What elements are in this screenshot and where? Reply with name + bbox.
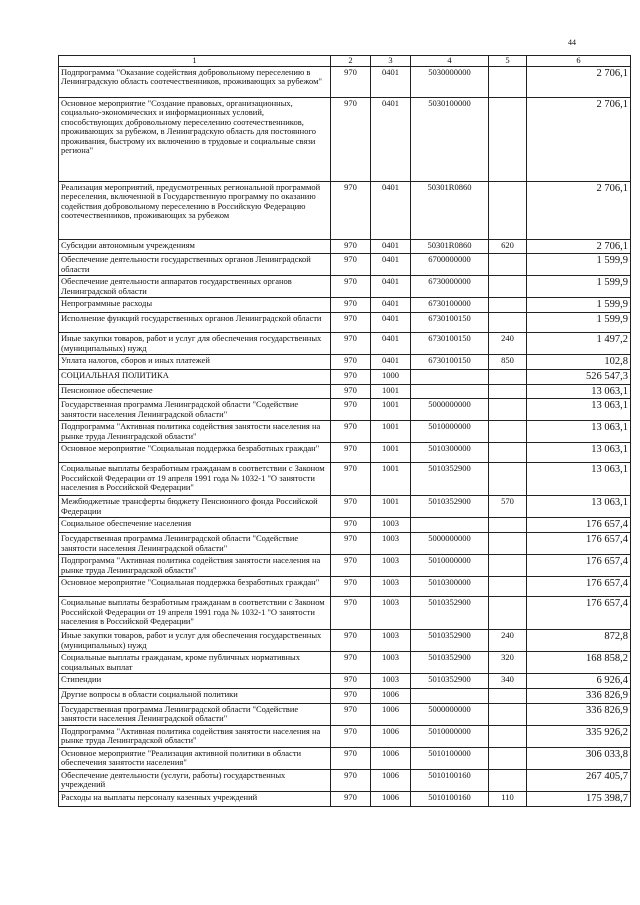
row-code-type bbox=[489, 399, 527, 421]
row-code-chapter: 970 bbox=[331, 355, 371, 370]
row-code-target: 5010100000 bbox=[411, 747, 489, 769]
row-code-chapter: 970 bbox=[331, 421, 371, 443]
row-code-type bbox=[489, 577, 527, 597]
row-amount: 1 599,9 bbox=[527, 313, 631, 333]
row-code-chapter: 970 bbox=[331, 496, 371, 518]
table-row bbox=[59, 769, 631, 791]
row-code-chapter: 970 bbox=[331, 769, 371, 791]
table-row bbox=[59, 97, 631, 181]
row-code-type bbox=[489, 463, 527, 496]
row-code-type bbox=[489, 533, 527, 555]
header-cell: 3 bbox=[371, 56, 411, 67]
table-row bbox=[59, 652, 631, 674]
row-amount: 176 657,4 bbox=[527, 518, 631, 533]
table-row bbox=[59, 577, 631, 597]
row-name: Социальные выплаты безработным гражданам в соответствии с Законом Российской Федерации от 19 апреля 1991 года № 1032-1 "О занятости населения в Российской Федерации" bbox=[59, 597, 331, 630]
row-code-type bbox=[489, 597, 527, 630]
row-code-chapter: 970 bbox=[331, 313, 371, 333]
row-code-type: 850 bbox=[489, 355, 527, 370]
row-amount: 13 063,1 bbox=[527, 496, 631, 518]
row-name: Подпрограмма "Активная политика содействия занятости населения на рынке труда Ленинградской области" bbox=[59, 421, 331, 443]
table-row bbox=[59, 298, 631, 313]
row-code-chapter: 970 bbox=[331, 276, 371, 298]
row-code-target: 5010352900 bbox=[411, 597, 489, 630]
row-code-type bbox=[489, 97, 527, 181]
row-amount: 176 657,4 bbox=[527, 555, 631, 577]
row-code-target: 5010100160 bbox=[411, 769, 489, 791]
row-code-section: 1006 bbox=[371, 703, 411, 725]
row-name: Межбюджетные трансферты бюджету Пенсионного фонда Российской Федерации bbox=[59, 496, 331, 518]
row-code-section: 1003 bbox=[371, 518, 411, 533]
row-code-section: 1001 bbox=[371, 496, 411, 518]
row-amount: 336 826,9 bbox=[527, 689, 631, 704]
row-name: Другие вопросы в области социальной политики bbox=[59, 689, 331, 704]
table-row bbox=[59, 518, 631, 533]
row-code-section: 1001 bbox=[371, 421, 411, 443]
row-code-section: 1003 bbox=[371, 630, 411, 652]
row-code-section: 1003 bbox=[371, 577, 411, 597]
row-code-chapter: 970 bbox=[331, 181, 371, 239]
table-row bbox=[59, 355, 631, 370]
row-code-type: 570 bbox=[489, 496, 527, 518]
row-code-type: 620 bbox=[489, 239, 527, 254]
row-amount: 175 398,7 bbox=[527, 791, 631, 806]
table-row bbox=[59, 533, 631, 555]
row-code-target bbox=[411, 384, 489, 399]
row-code-target bbox=[411, 369, 489, 384]
row-amount: 176 657,4 bbox=[527, 533, 631, 555]
row-code-target: 5030100000 bbox=[411, 97, 489, 181]
row-name: Пенсионное обеспечение bbox=[59, 384, 331, 399]
row-name: Расходы на выплаты персоналу казенных учреждений bbox=[59, 791, 331, 806]
table-row bbox=[59, 181, 631, 239]
row-code-type bbox=[489, 66, 527, 97]
row-code-section: 1001 bbox=[371, 384, 411, 399]
row-code-type bbox=[489, 254, 527, 276]
row-code-section: 0401 bbox=[371, 254, 411, 276]
table-row bbox=[59, 496, 631, 518]
header-cell: 4 bbox=[411, 56, 489, 67]
row-code-section: 0401 bbox=[371, 181, 411, 239]
row-code-section: 0401 bbox=[371, 276, 411, 298]
row-name: Государственная программа Ленинградской области "Содействие занятости населения Ленинградской области" bbox=[59, 533, 331, 555]
table-row bbox=[59, 254, 631, 276]
row-code-target: 50301R0860 bbox=[411, 239, 489, 254]
row-code-section: 1001 bbox=[371, 443, 411, 463]
row-amount: 2 706,1 bbox=[527, 66, 631, 97]
row-code-chapter: 970 bbox=[331, 747, 371, 769]
row-code-chapter: 970 bbox=[331, 369, 371, 384]
row-code-target: 5010352900 bbox=[411, 496, 489, 518]
row-code-type bbox=[489, 369, 527, 384]
row-code-type bbox=[489, 555, 527, 577]
row-amount: 526 547,3 bbox=[527, 369, 631, 384]
table-row bbox=[59, 239, 631, 254]
row-code-section: 1006 bbox=[371, 769, 411, 791]
row-code-target: 5010100160 bbox=[411, 791, 489, 806]
row-name: Обеспечение деятельности государственных органов Ленинградской области bbox=[59, 254, 331, 276]
row-code-section: 1006 bbox=[371, 747, 411, 769]
row-code-type bbox=[489, 276, 527, 298]
row-code-chapter: 970 bbox=[331, 333, 371, 355]
row-code-target: 5010352900 bbox=[411, 630, 489, 652]
row-amount: 267 405,7 bbox=[527, 769, 631, 791]
row-code-target: 5010352900 bbox=[411, 652, 489, 674]
row-amount: 6 926,4 bbox=[527, 674, 631, 689]
table-row bbox=[59, 313, 631, 333]
row-name: Реализация мероприятий, предусмотренных региональной программой переселения, включенной в Государственную программу по оказанию содействия добровольному переселению в Российскую Федерацию соотечественников, проживающих за рубежом bbox=[59, 181, 331, 239]
row-code-type bbox=[489, 703, 527, 725]
table-row bbox=[59, 630, 631, 652]
row-code-target: 5010000000 bbox=[411, 725, 489, 747]
row-code-section: 1003 bbox=[371, 533, 411, 555]
row-amount: 1 497,2 bbox=[527, 333, 631, 355]
row-code-section: 1000 bbox=[371, 369, 411, 384]
row-code-chapter: 970 bbox=[331, 239, 371, 254]
row-code-type bbox=[489, 443, 527, 463]
row-code-section: 0401 bbox=[371, 66, 411, 97]
row-name: Социальные выплаты гражданам, кроме публичных нормативных социальных выплат bbox=[59, 652, 331, 674]
row-code-chapter: 970 bbox=[331, 66, 371, 97]
row-code-target: 6730100000 bbox=[411, 298, 489, 313]
row-name: Социальное обеспечение населения bbox=[59, 518, 331, 533]
row-code-section: 1006 bbox=[371, 689, 411, 704]
row-name: СОЦИАЛЬНАЯ ПОЛИТИКА bbox=[59, 369, 331, 384]
row-name: Подпрограмма "Активная политика содействия занятости населения на рынке труда Ленинградской области" bbox=[59, 725, 331, 747]
row-code-section: 0401 bbox=[371, 333, 411, 355]
row-code-type: 340 bbox=[489, 674, 527, 689]
row-code-target: 6730100150 bbox=[411, 355, 489, 370]
row-code-target bbox=[411, 689, 489, 704]
table-row bbox=[59, 443, 631, 463]
row-code-target: 6730100150 bbox=[411, 333, 489, 355]
row-name: Исполнение функций государственных органов Ленинградской области bbox=[59, 313, 331, 333]
row-name: Подпрограмма "Оказание содействия добровольному переселению в Ленинградскую область соотечественников, проживающих за рубежом" bbox=[59, 66, 331, 97]
row-code-target: 5010352900 bbox=[411, 674, 489, 689]
row-amount: 1 599,9 bbox=[527, 254, 631, 276]
header-cell: 6 bbox=[527, 56, 631, 67]
row-code-type bbox=[489, 689, 527, 704]
row-code-chapter: 970 bbox=[331, 254, 371, 276]
row-code-target: 5010000000 bbox=[411, 555, 489, 577]
row-amount: 13 063,1 bbox=[527, 399, 631, 421]
row-amount: 2 706,1 bbox=[527, 239, 631, 254]
row-code-chapter: 970 bbox=[331, 97, 371, 181]
row-code-type: 240 bbox=[489, 333, 527, 355]
row-code-target: 5030000000 bbox=[411, 66, 489, 97]
table-row bbox=[59, 725, 631, 747]
row-name: Обеспечение деятельности аппаратов государственных органов Ленинградской области bbox=[59, 276, 331, 298]
row-code-section: 1006 bbox=[371, 725, 411, 747]
row-code-target: 6700000000 bbox=[411, 254, 489, 276]
row-code-type bbox=[489, 725, 527, 747]
table-row bbox=[59, 66, 631, 97]
row-code-target: 5000000000 bbox=[411, 533, 489, 555]
row-name: Непрограммные расходы bbox=[59, 298, 331, 313]
table-row bbox=[59, 747, 631, 769]
row-amount: 1 599,9 bbox=[527, 298, 631, 313]
row-code-section: 1003 bbox=[371, 674, 411, 689]
row-amount: 13 063,1 bbox=[527, 463, 631, 496]
budget-table bbox=[58, 55, 631, 807]
row-code-chapter: 970 bbox=[331, 674, 371, 689]
row-code-chapter: 970 bbox=[331, 298, 371, 313]
row-code-section: 0401 bbox=[371, 355, 411, 370]
row-code-chapter: 970 bbox=[331, 597, 371, 630]
row-code-section: 0401 bbox=[371, 239, 411, 254]
table-row bbox=[59, 399, 631, 421]
row-code-target: 5000000000 bbox=[411, 399, 489, 421]
row-code-target: 5000000000 bbox=[411, 703, 489, 725]
row-amount: 2 706,1 bbox=[527, 181, 631, 239]
table-row bbox=[59, 276, 631, 298]
row-code-chapter: 970 bbox=[331, 703, 371, 725]
row-code-chapter: 970 bbox=[331, 443, 371, 463]
row-name: Иные закупки товаров, работ и услуг для обеспечения государственных (муниципальных) нужд bbox=[59, 333, 331, 355]
row-code-type bbox=[489, 384, 527, 399]
row-name: Стипендии bbox=[59, 674, 331, 689]
row-name: Социальные выплаты безработным гражданам в соответствии с Законом Российской Федерации от 19 апреля 1991 года № 1032-1 "О занятости населения в Российской Федерации" bbox=[59, 463, 331, 496]
header-cell: 5 bbox=[489, 56, 527, 67]
row-code-target: 5010300000 bbox=[411, 577, 489, 597]
row-code-section: 1003 bbox=[371, 597, 411, 630]
table-row bbox=[59, 369, 631, 384]
row-code-chapter: 970 bbox=[331, 533, 371, 555]
row-code-type bbox=[489, 298, 527, 313]
row-code-chapter: 970 bbox=[331, 399, 371, 421]
table-row bbox=[59, 703, 631, 725]
row-name: Уплата налогов, сборов и иных платежей bbox=[59, 355, 331, 370]
header-row bbox=[59, 56, 631, 67]
row-name: Основное мероприятие "Создание правовых, организационных, социально-экономических и информационных условий, способствующих добровольному переселению соотечественников, проживающих за рубежом, в Ленинградскую область для постоянного проживания, быстрому их включению в трудовые и социальные связи региона" bbox=[59, 97, 331, 181]
row-code-type bbox=[489, 421, 527, 443]
row-code-chapter: 970 bbox=[331, 518, 371, 533]
header-cell: 2 bbox=[331, 56, 371, 67]
row-name: Основное мероприятие "Социальная поддержка безработных граждан" bbox=[59, 443, 331, 463]
row-amount: 306 033,8 bbox=[527, 747, 631, 769]
row-amount: 335 926,2 bbox=[527, 725, 631, 747]
table-row bbox=[59, 421, 631, 443]
table-row bbox=[59, 689, 631, 704]
table-row bbox=[59, 384, 631, 399]
page-number: 44 bbox=[568, 38, 576, 47]
row-code-chapter: 970 bbox=[331, 555, 371, 577]
table-row bbox=[59, 463, 631, 496]
row-name: Государственная программа Ленинградской области "Содействие занятости населения Ленинградской области" bbox=[59, 399, 331, 421]
row-code-type: 320 bbox=[489, 652, 527, 674]
row-amount: 2 706,1 bbox=[527, 97, 631, 181]
row-name: Основное мероприятие "Реализация активной политики в области обеспечения занятости населения" bbox=[59, 747, 331, 769]
row-code-chapter: 970 bbox=[331, 689, 371, 704]
row-code-chapter: 970 bbox=[331, 652, 371, 674]
row-code-target: 5010352900 bbox=[411, 463, 489, 496]
row-code-chapter: 970 bbox=[331, 725, 371, 747]
table-row bbox=[59, 555, 631, 577]
row-amount: 168 858,2 bbox=[527, 652, 631, 674]
row-code-type bbox=[489, 747, 527, 769]
row-code-section: 1001 bbox=[371, 463, 411, 496]
row-amount: 872,8 bbox=[527, 630, 631, 652]
row-code-chapter: 970 bbox=[331, 630, 371, 652]
row-code-section: 1006 bbox=[371, 791, 411, 806]
row-name: Государственная программа Ленинградской области "Содействие занятости населения Ленинградской области" bbox=[59, 703, 331, 725]
row-code-chapter: 970 bbox=[331, 384, 371, 399]
row-code-target: 6730100150 bbox=[411, 313, 489, 333]
row-code-target: 5010000000 bbox=[411, 421, 489, 443]
row-code-target: 5010300000 bbox=[411, 443, 489, 463]
table-row bbox=[59, 674, 631, 689]
row-amount: 13 063,1 bbox=[527, 384, 631, 399]
row-code-chapter: 970 bbox=[331, 577, 371, 597]
row-code-type bbox=[489, 313, 527, 333]
row-amount: 1 599,9 bbox=[527, 276, 631, 298]
row-name: Обеспечение деятельности (услуги, работы) государственных учреждений bbox=[59, 769, 331, 791]
row-code-section: 0401 bbox=[371, 313, 411, 333]
header-cell: 1 bbox=[59, 56, 331, 67]
row-code-type bbox=[489, 181, 527, 239]
row-name: Иные закупки товаров, работ и услуг для обеспечения государственных (муниципальных) нужд bbox=[59, 630, 331, 652]
row-code-section: 1001 bbox=[371, 399, 411, 421]
row-amount: 102,8 bbox=[527, 355, 631, 370]
row-code-target: 6730000000 bbox=[411, 276, 489, 298]
row-amount: 13 063,1 bbox=[527, 443, 631, 463]
row-amount: 176 657,4 bbox=[527, 597, 631, 630]
row-amount: 176 657,4 bbox=[527, 577, 631, 597]
row-code-type bbox=[489, 518, 527, 533]
table-row bbox=[59, 597, 631, 630]
row-name: Основное мероприятие "Социальная поддержка безработных граждан" bbox=[59, 577, 331, 597]
row-code-type: 240 bbox=[489, 630, 527, 652]
row-name: Субсидии автономным учреждениям bbox=[59, 239, 331, 254]
row-code-section: 1003 bbox=[371, 652, 411, 674]
row-code-target bbox=[411, 518, 489, 533]
row-code-type: 110 bbox=[489, 791, 527, 806]
row-code-section: 0401 bbox=[371, 298, 411, 313]
row-name: Подпрограмма "Активная политика содействия занятости населения на рынке труда Ленинградской области" bbox=[59, 555, 331, 577]
table-row bbox=[59, 333, 631, 355]
row-amount: 13 063,1 bbox=[527, 421, 631, 443]
row-amount: 336 826,9 bbox=[527, 703, 631, 725]
row-code-section: 1003 bbox=[371, 555, 411, 577]
row-code-section: 0401 bbox=[371, 97, 411, 181]
row-code-target: 50301R0860 bbox=[411, 181, 489, 239]
table-row bbox=[59, 791, 631, 806]
row-code-chapter: 970 bbox=[331, 463, 371, 496]
row-code-type bbox=[489, 769, 527, 791]
row-code-chapter: 970 bbox=[331, 791, 371, 806]
